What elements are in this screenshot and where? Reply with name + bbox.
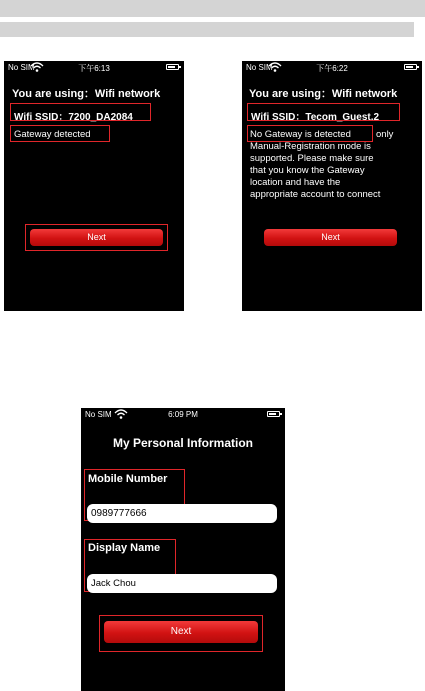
mobile-number-field[interactable]: 0989777666	[87, 504, 277, 523]
next-button[interactable]: Next	[264, 229, 397, 246]
note-line-2: Manual-Registration mode is	[250, 141, 371, 152]
ssid-label: Wifi SSID：Tecom_Guest.2	[251, 112, 380, 123]
gateway-status: No Gateway is detected	[250, 129, 351, 140]
network-heading: You are using：Wifi network	[249, 88, 398, 100]
top-gray-band	[0, 0, 425, 17]
carrier-label: No SIM	[8, 63, 35, 72]
clock: 下午6:22	[316, 64, 348, 73]
battery-icon	[166, 64, 179, 70]
note-line-3: supported. Please make sure	[250, 153, 374, 164]
page-title: My Personal Information	[112, 436, 254, 450]
next-button[interactable]: Next	[104, 621, 258, 643]
ssid-highlight-box	[10, 103, 151, 121]
second-gray-band	[0, 22, 414, 37]
note-line-5: location and have the	[250, 177, 341, 188]
gateway-status: Gateway detected	[14, 129, 91, 140]
mobile-number-label: Mobile Number	[88, 473, 168, 485]
phone-screen-personal-info	[81, 408, 285, 691]
network-heading: You are using：Wifi network	[12, 88, 161, 100]
phone-screen-gateway-detected	[4, 61, 184, 311]
carrier-label: No SIM	[85, 410, 112, 419]
note-line-1: only	[376, 129, 394, 140]
battery-icon	[267, 411, 280, 417]
note-line-4: that you know the Gateway	[250, 165, 365, 176]
next-button[interactable]: Next	[30, 229, 163, 246]
phone-screen-no-gateway	[242, 61, 422, 311]
carrier-label: No SIM	[246, 63, 273, 72]
ssid-label: Wifi SSID：7200_DA2084	[14, 112, 133, 123]
status-bar	[242, 61, 422, 75]
display-name-field[interactable]: Jack Chou	[87, 574, 277, 593]
battery-icon	[404, 64, 417, 70]
status-bar	[81, 408, 285, 422]
gateway-highlight-box	[247, 125, 373, 142]
display-name-label: Display Name	[88, 542, 161, 554]
clock: 下午6:13	[78, 64, 110, 73]
status-bar	[4, 61, 184, 75]
note-line-6: appropriate account to connect	[250, 189, 381, 200]
gateway-highlight-box	[10, 125, 110, 142]
clock: 6:09 PM	[168, 410, 198, 419]
ssid-highlight-box	[247, 103, 400, 121]
